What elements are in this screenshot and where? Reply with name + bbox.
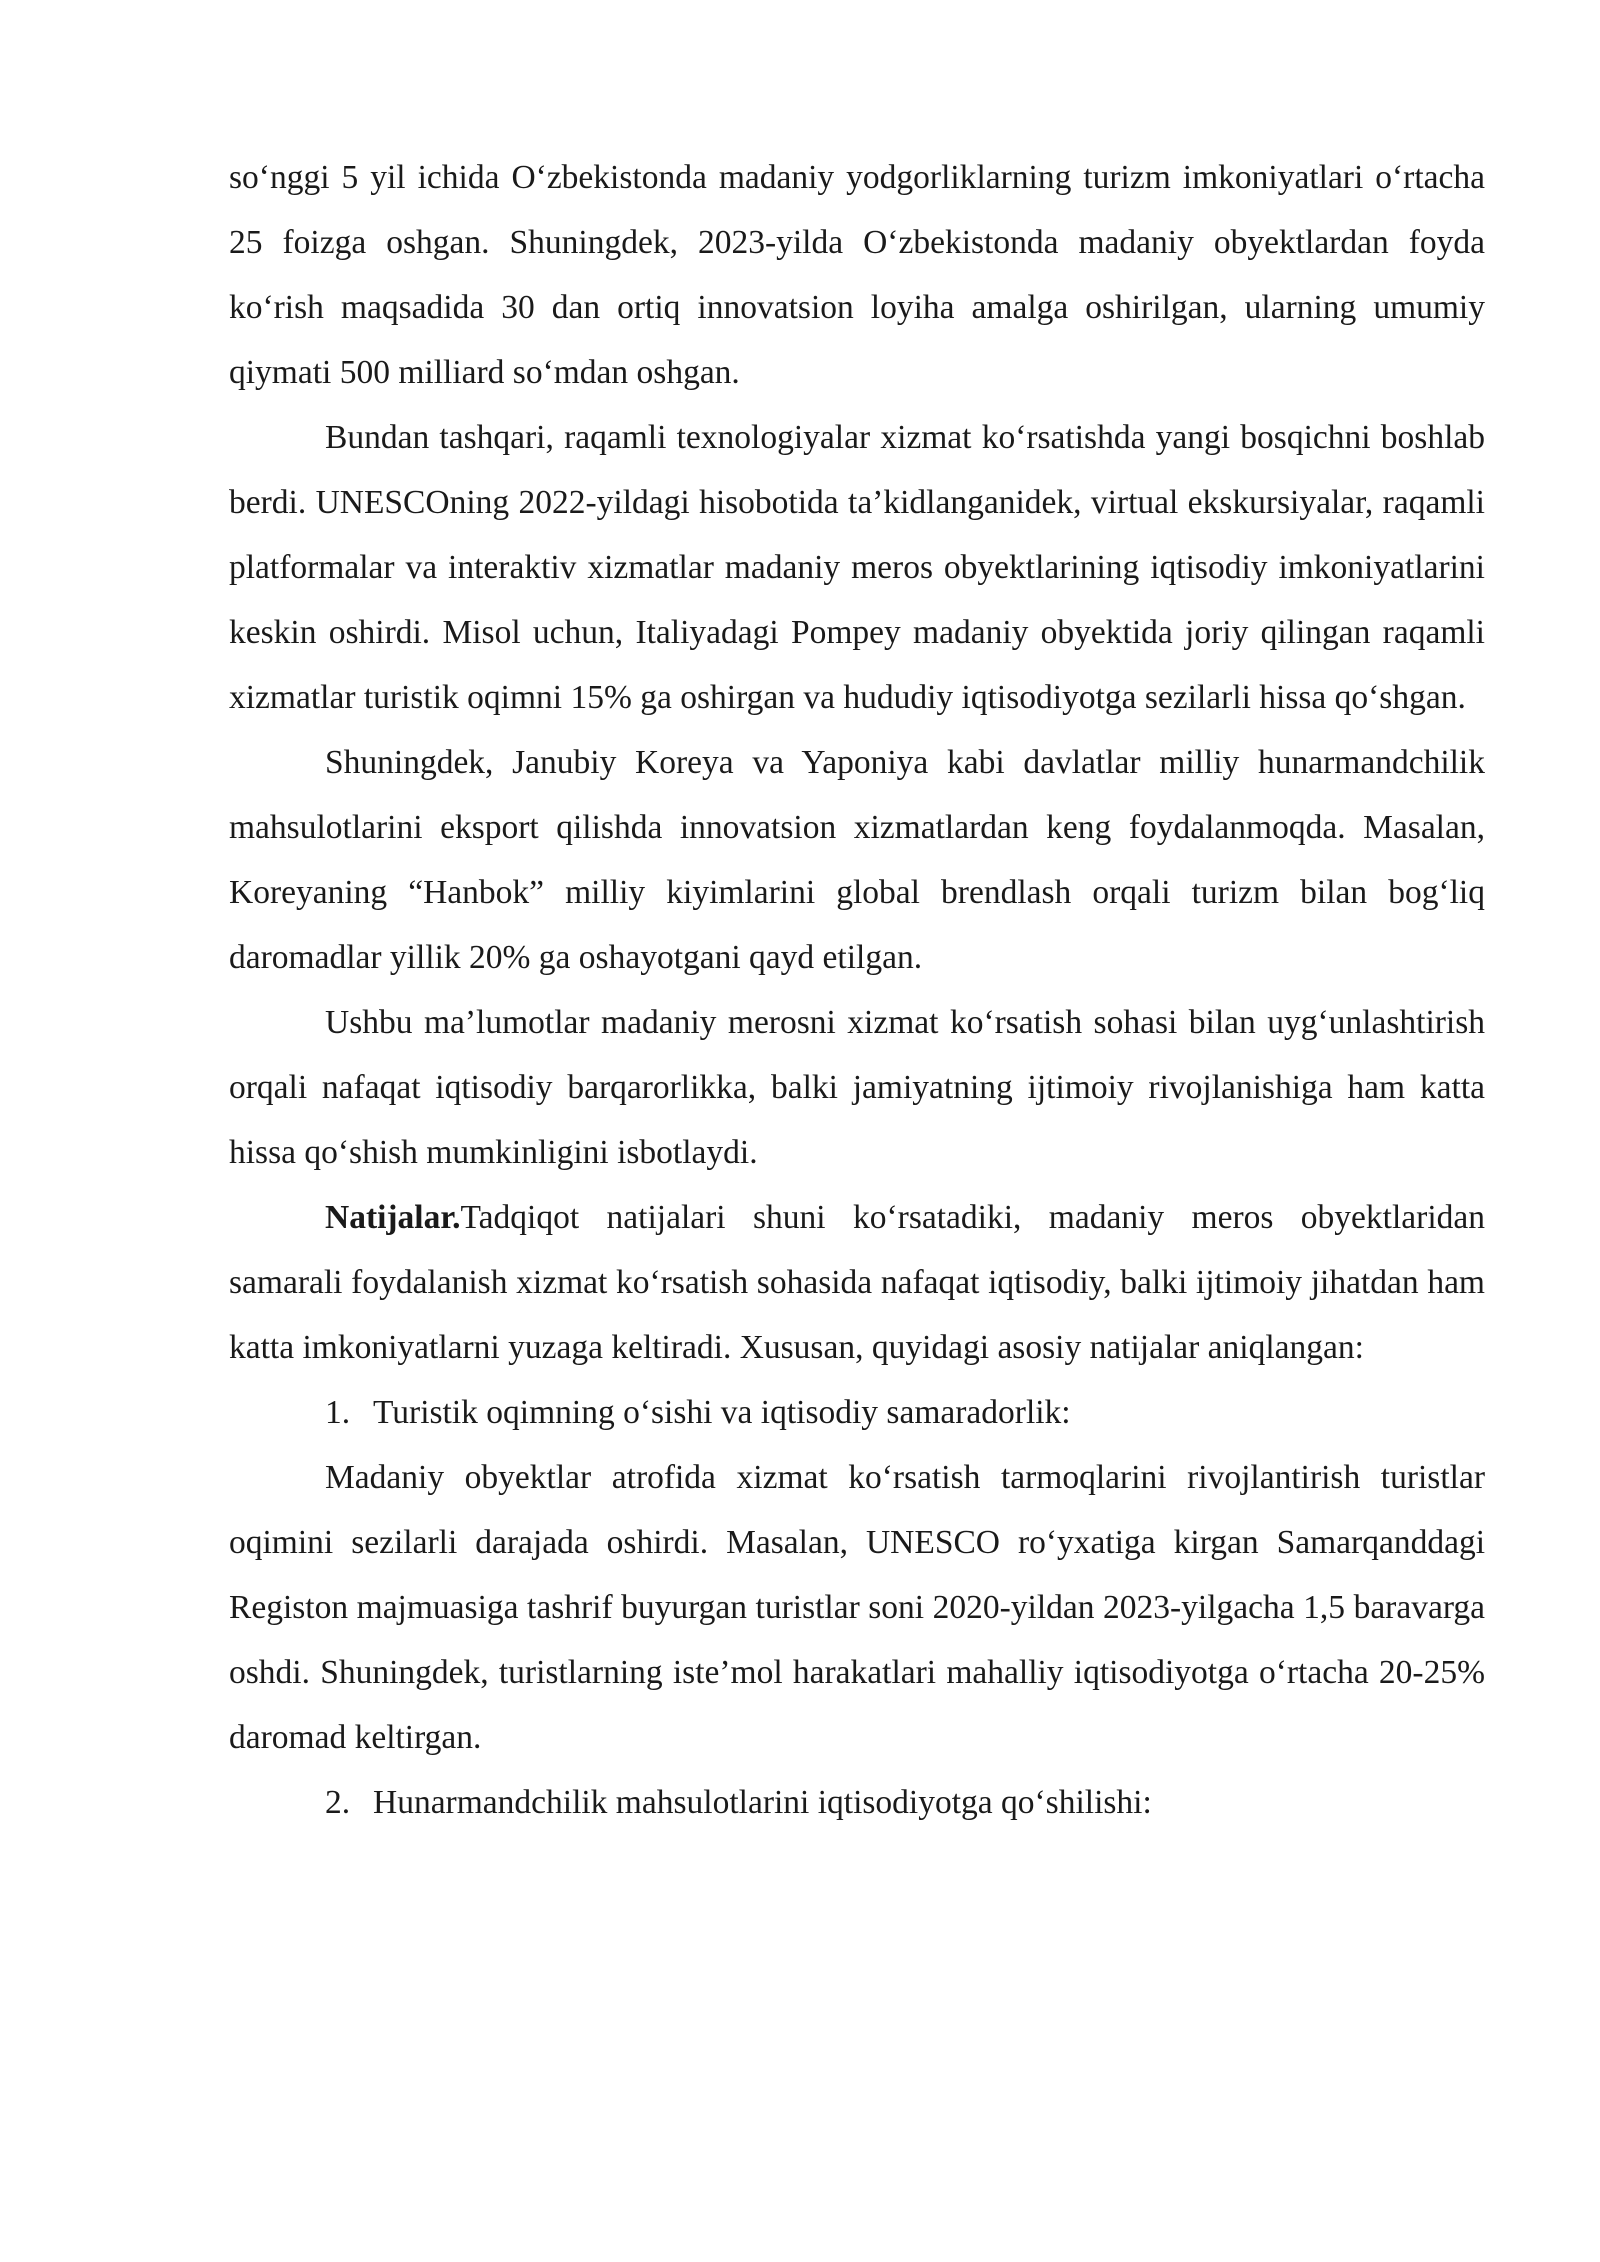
paragraph: Madaniy obyektlar atrofida xizmat ko‘rsatish tarmoqlarini rivojlantirish turistlar oqimini sezilarli darajada oshirdi. Masalan, UNESCO ro‘yxatiga kirgan Samarqanddagi Registon majmuasiga tashrif buyurgan turistlar soni 2020-yildan 2023-yilgacha 1,5 baravarga oshdi. Shuningdek, turistlarning iste’mol harakatlari mahalliy iqtisodiyotga o‘rtacha 20-25% daromad keltirgan. xyxy=(229,1459,1485,1756)
list-item xyxy=(229,1770,1485,1835)
paragraph: so‘nggi 5 yil ichida O‘zbekistonda madaniy yodgorliklarning turizm imkoniyatlari o‘rtacha 25 foizga oshgan. Shuningdek, 2023-yilda O‘zbekistonda madaniy obyektlardan foyda ko‘rish maqsadida 30 dan ortiq innovatsion loyiha amalga oshirilgan, ularning umumiy qiymati 500 milliard so‘mdan oshgan. xyxy=(229,159,1485,391)
document-body xyxy=(229,145,1485,1835)
paragraph: Ushbu ma’lumotlar madaniy merosni xizmat ko‘rsatish sohasi bilan uyg‘unlashtirish orqali nafaqat iqtisodiy barqarorlikka, balki jamiyatning ijtimoiy rivojlanishiga ham katta hissa qo‘shish mumkinligini isbotlaydi. xyxy=(229,1004,1485,1171)
paragraph: Shuningdek, Janubiy Koreya va Yaponiya kabi davlatlar milliy hunarmandchilik mahsulotlarini eksport qilishda innovatsion xizmatlardan keng foydalanmoqda. Masalan, Koreyaning “Hanbok” milliy kiyimlarini global brendlash orqali turizm bilan bog‘liq daromadlar yillik 20% ga oshayotgani qayd etilgan. xyxy=(229,744,1485,976)
results-heading: Natijalar. xyxy=(325,1199,461,1236)
paragraph: Bundan tashqari, raqamli texnologiyalar xizmat ko‘rsatishda yangi bosqichni boshlab berdi. UNESCOning 2022-yildagi hisobotida ta’kidlanganidek, virtual ekskursiyalar, raqamli platformalar va interaktiv xizmatlar madaniy meros obyektlarining iqtisodiy imkoniyatlarini keskin oshirdi. Misol uchun, Italiyadagi Pompey madaniy obyektida joriy qilingan raqamli xizmatlar turistik oqimni 15% ga oshirgan va hududiy iqtisodiyotga sezilarli hissa qo‘shgan. xyxy=(229,419,1485,716)
list-label: Turistik oqimning o‘sishi va iqtisodiy samaradorlik: xyxy=(373,1394,1071,1431)
list-label: Hunarmandchilik mahsulotlarini iqtisodiyotga qo‘shilishi: xyxy=(373,1784,1152,1821)
results-paragraph xyxy=(229,1185,1485,1380)
list-item xyxy=(229,1380,1485,1445)
list-number: 2. xyxy=(325,1784,351,1821)
list-number: 1. xyxy=(325,1394,351,1431)
results-text: Tadqiqot natijalari shuni ko‘rsatadiki, madaniy meros obyektlaridan samarali foydalanish xizmat ko‘rsatish sohasida nafaqat iqtisodiy, balki ijtimoiy jihatdan ham katta imkoniyatlarni yuzaga keltiradi. Xususan, quyidagi asosiy natijalar aniqlangan: xyxy=(229,1199,1485,1366)
